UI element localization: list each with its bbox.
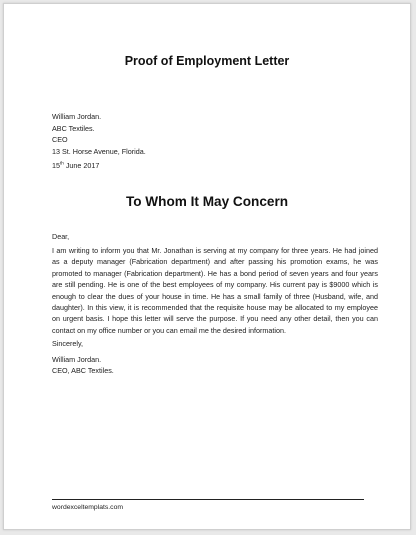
letter-date — [52, 161, 99, 171]
letter-page — [3, 3, 411, 530]
footer-divider — [52, 499, 364, 500]
signature-block — [52, 354, 114, 377]
closing: Sincerely, — [52, 339, 84, 348]
date-suffix: th — [60, 160, 64, 166]
salutation: Dear, — [52, 232, 70, 241]
sender-position: CEO — [52, 135, 68, 145]
footer-website-link[interactable]: wordexceltemplats.com — [52, 504, 124, 511]
signature-title: CEO, ABC Textiles. — [52, 366, 114, 376]
letter-body: I am writing to inform you that Mr. Jonathan is serving at my company for three years. He had joined as a deputy manager (Fabrication department) and after passing his promotion exams, he was promoted to manager (Fabrication department). He has a bond period of seven years and four years are still pending. He is one of the best employees of my company. His current pay is $9000 which is enough to clear the dues of your house in time. He has a small family of three (Husband, wife, and daughter). In this view, it is recommended that the requisite house may be allocated to my employee on urgent basis. I hope this letter will serve the purpose. If you need any other detail, then you can contact on my office number or you can email me the desired information. — [52, 246, 378, 335]
signature-name: William Jordan. — [52, 355, 102, 364]
sender-address: 13 St. Horse Avenue, Florida. — [52, 146, 146, 156]
date-month-year: June 2017 — [63, 161, 100, 170]
date-day: 15 — [52, 161, 60, 170]
letter-subject: To Whom It May Concern — [125, 194, 289, 209]
sender-company: ABC Textiles. — [52, 123, 95, 133]
sender-name: William Jordan. — [52, 112, 102, 121]
document-title: Proof of Employment Letter — [124, 54, 290, 68]
sender-block — [52, 111, 146, 157]
